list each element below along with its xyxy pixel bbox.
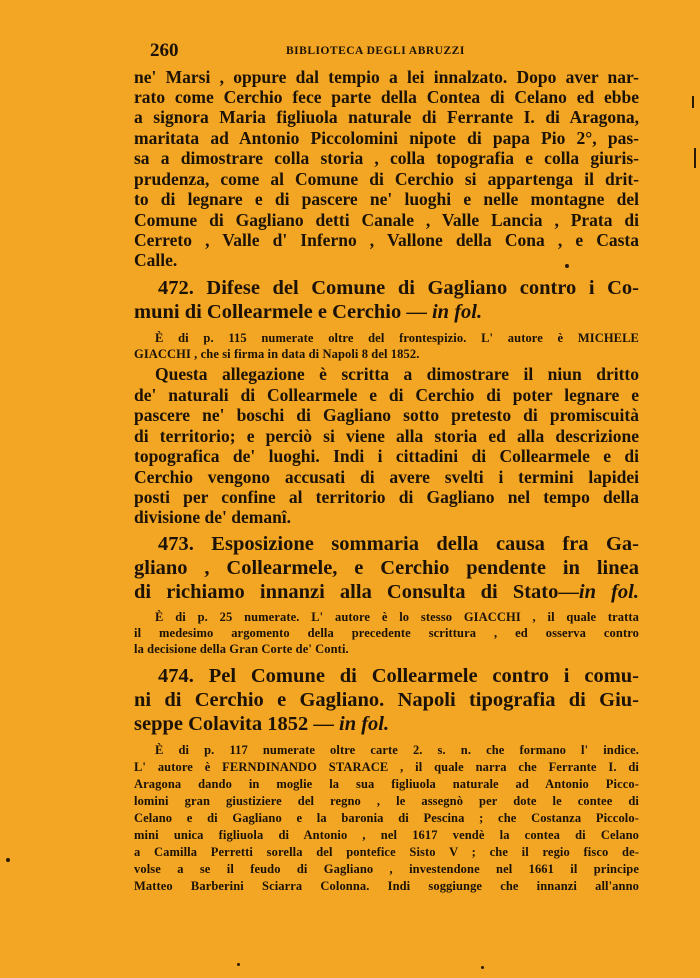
entry-473-note-line: la decisione della Gran Corte de' Conti.: [134, 642, 349, 656]
entry-474-note-line: È di p. 117 numerate oltre carte 2. s. n. che formano l' indice.: [155, 743, 639, 757]
entry-474-title-line: seppe Colavita 1852 — in fol.: [134, 713, 390, 735]
entry-473-note-line: È di p. 25 numerate. L' autore è lo stesso GIACCHI , il quale tratta: [155, 610, 639, 624]
entry-474-note-line: mini unica figliuola di Antonio , nel 1617 vendè la contea di Celano: [134, 828, 639, 842]
entry-474-note-line: L' autore è FERNDINANDO STARACE , il quale narra che Ferrante I. di: [134, 760, 639, 774]
entry-473-title-line: 473. Esposizione sommaria della causa fra Ga-: [158, 533, 639, 555]
scan-speck: [565, 264, 569, 268]
entry-473-title-line: di richiamo innanzi alla Consulta di Stato—in fol.: [134, 581, 639, 603]
margin-mark: [692, 96, 694, 108]
entry-472-title-line: muni di Collearmele e Cerchio — in fol.: [134, 301, 483, 323]
margin-mark: [694, 148, 696, 168]
entry-474-note-line: volse a se il feudo di Gagliano , investendone nel 1661 il principe: [134, 862, 639, 876]
scan-speck: [6, 858, 10, 862]
text-line: to di legnare e di pascere ne' luoghi e nelle montagne del: [134, 189, 639, 209]
text-line: Comune di Gagliano detti Canale , Valle Lancia , Prata di: [134, 210, 639, 230]
scan-speck: [237, 963, 240, 966]
text-line: divisione de' demanî.: [134, 507, 292, 527]
text-line: Questa allegazione è scritta a dimostrare il niun dritto: [155, 364, 639, 384]
text-line: ne' Marsi , oppure dal tempio a lei innalzato. Dopo aver nar-: [134, 67, 639, 87]
text-line: maritata ad Antonio Piccolomini nipote di papa Pio 2°, pas-: [134, 128, 639, 148]
entry-474-title-line: 474. Pel Comune di Collearmele contro i comu-: [158, 665, 639, 687]
entry-472-note-line: È di p. 115 numerate oltre del frontespizio. L' autore è MICHELE: [155, 331, 639, 345]
entry-474-note-line: Celano e di Gagliano e la baronia di Pescina ; che Costanza Piccolo-: [134, 811, 639, 825]
text-line: Cerchio vengono accusati di avere svelti i termini lapidei: [134, 467, 639, 487]
text-line: pascere ne' boschi di Gagliano sotto pretesto di promiscuità: [134, 405, 639, 425]
entry-474-note-line: Aragona dando in moglie la sua figliuola naturale ad Antonio Picco-: [134, 777, 639, 791]
scan-speck: [481, 966, 484, 969]
text-line: rato come Cerchio fece parte della Contea di Celano ed ebbe: [134, 87, 639, 107]
text-line: posti per confine al territorio di Gagliano nel tempo della: [134, 487, 639, 507]
format-label: in fol.: [578, 581, 639, 603]
entry-474-note-line: Matteo Barberini Sciarra Colonna. Indi soggiunge che innanzi all'anno: [134, 879, 639, 893]
text-line: di territorio; e perciò si viene alla storia ed alla descrizione: [134, 426, 639, 446]
page-header: [134, 40, 656, 64]
entry-473-note-line: il medesimo argomento della precedente scrittura , ed osserva contro: [134, 626, 639, 640]
text-line: prudenza, come al Comune di Cerchio si appartenga il drit-: [134, 169, 639, 189]
entry-474-note-line: a Camilla Perretti sorella del pontefice Sisto V ; che il regio fisco de-: [134, 845, 639, 859]
format-label: in fol.: [339, 713, 390, 735]
entry-474-note-line: lomini gran giustiziere del regno , le assegnò per dote le contee di: [134, 794, 639, 808]
text-line: topografica de' luoghi. Indi i cittadini di Collearmele e di: [134, 446, 639, 466]
entry-474-title-line: ni di Cerchio e Gagliano. Napoli tipografia di Giu-: [134, 689, 639, 711]
page-number: 260: [150, 40, 179, 61]
format-label: in fol.: [431, 301, 483, 323]
entry-472-title-line: 472. Difese del Comune di Gagliano contro i Co-: [158, 277, 639, 299]
text-line: a signora Maria figliuola naturale di Ferrante I. di Aragona,: [134, 107, 639, 127]
text-line: sa a dimostrare colla storia , colla topografia e colla giuris-: [134, 148, 639, 168]
entry-473-title-line: gliano , Collearmele, e Cerchio pendente in linea: [134, 557, 639, 579]
running-head: BIBLIOTECA DEGLI ABRUZZI: [286, 45, 465, 57]
text-line: Calle.: [134, 250, 178, 270]
entry-472-note-line: GIACCHI , che si firma in data di Napoli 8 del 1852.: [134, 347, 420, 361]
text-line: Cerreto , Valle d' Inferno , Vallone della Cona , e Casta: [134, 230, 639, 250]
text-line: de' naturali di Collearmele e di Cerchio di poter legnare e: [134, 385, 639, 405]
